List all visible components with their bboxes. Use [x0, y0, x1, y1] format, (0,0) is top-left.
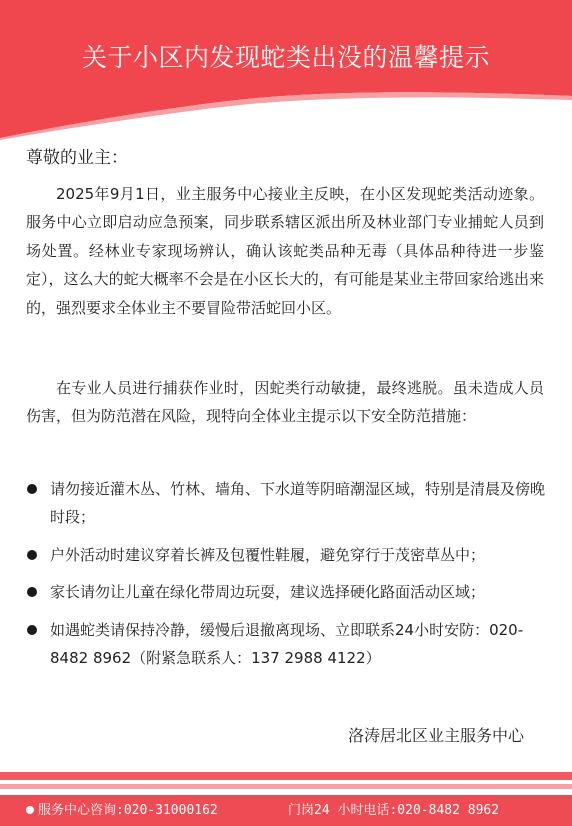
footer-guard-phone: 门岗24 小时电话:020-8482 8962 [288, 803, 500, 818]
footer-bar [0, 795, 572, 826]
divider [0, 772, 572, 780]
header-banner [0, 0, 572, 140]
divider [0, 784, 572, 789]
paragraph-incident: 2025年9月1日，业主服务中心接业主反映，在小区发现蛇类活动迹象。服务中心立即启动应急预案，同步联系辖区派出所及林业部门专业捕蛇人员到场处置。经林业专家现场辨认，确认该蛇类品种无毒（具体品种待进一步鉴定），这么大的蛇大概率不会是在小区长大的，有可能是某业主带回家给逃出来的，强烈要求全体业主不要冒险带活蛇回小区。 [26, 185, 544, 317]
footer-consult-phone: 服务中心咨询:020-31000162 [38, 803, 218, 818]
bullet-icon [27, 625, 37, 635]
measure-text: 如遇蛇类请保持冷静，缓慢后退撤离现场、立即联系24小时安防：020-8482 8962（附紧急联系人：137 2988 4122） [50, 620, 524, 668]
measure-text: 户外活动时建议穿着长裤及包覆性鞋履，避免穿行于茂密草丛中； [50, 545, 486, 564]
list-item [26, 475, 548, 532]
safety-measures-list [26, 475, 548, 672]
paragraph-escape: 在专业人员进行捕获作业时，因蛇类行动敏捷，最终逃脱。虽未造成人员伤害，但为防范潜在风险，现特向全体业主提示以下安全防范措施： [26, 379, 544, 426]
measure-text: 家长请勿让儿童在绿化带周边玩耍，建议选择硬化路面活动区域； [50, 583, 486, 602]
list-item [26, 578, 548, 606]
list-item [26, 541, 548, 569]
greeting: 尊敬的业主： [26, 148, 128, 168]
bullet-icon [26, 806, 34, 814]
list-item [26, 616, 548, 673]
measure-text: 请勿接近灌木丛、竹林、墙角、下水道等阴暗潮湿区域，特别是清晨及傍晚时段； [50, 480, 546, 527]
bullet-icon [27, 550, 37, 560]
signature: 洛涛居北区业主服务中心 [347, 726, 524, 745]
bullet-icon [27, 587, 37, 597]
notice-title: 关于小区内发现蛇类出没的温馨提示 [81, 43, 490, 72]
bullet-icon [27, 484, 37, 494]
